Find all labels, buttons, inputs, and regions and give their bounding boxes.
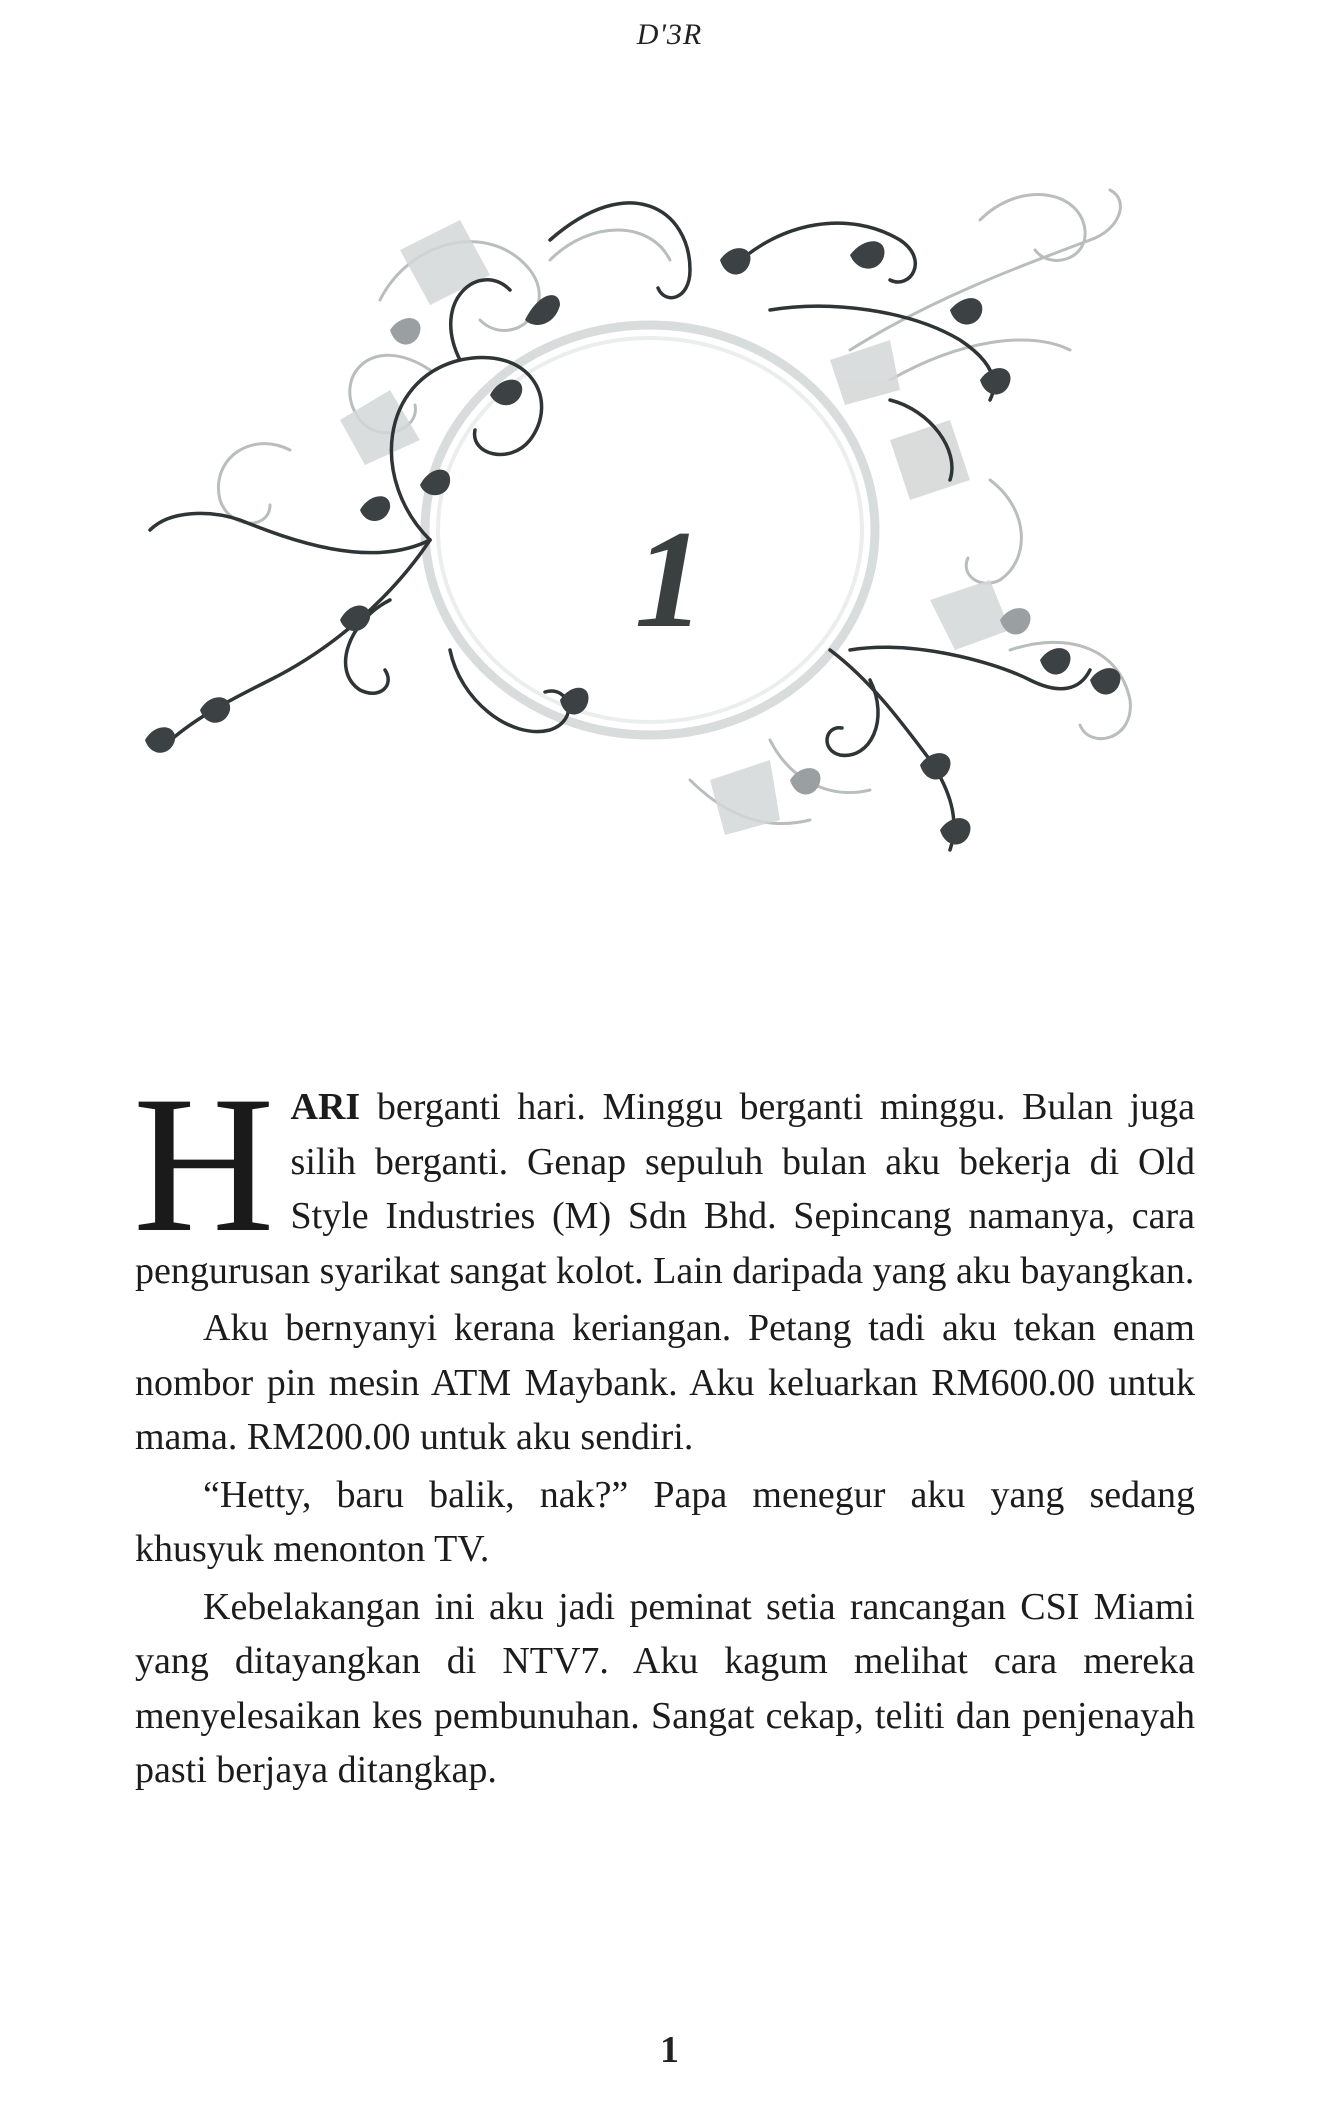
running-head: D'3R (636, 18, 703, 51)
paragraph-1-text: berganti hari. Minggu berganti minggu. Bulan juga silih berganti. Genap sepuluh bulan aku bekerja di Old Style Industries (M) Sdn Bhd. Sepincang namanya, cara pengurusan syarikat sangat kolot. Lain daripada yang aku bayangkan. (135, 1086, 1195, 1292)
paragraph-4: Kebelakangan ini aku jadi peminat setia rancangan CSI Miami yang ditayangkan di NTV7. Aku kagum melihat cara mereka menyelesaikan kes pembunuhan. Sangat cekap, teliti dan penjenayah pasti berjaya ditangkap. (135, 1585, 1195, 1791)
chapter-body (133, 1056, 1195, 1801)
paragraph-1 (133, 1056, 1195, 1298)
lead-word: ARI (290, 1086, 361, 1128)
chapter-number: 1 (634, 502, 705, 657)
paragraph-2: Aku bernyanyi kerana keriangan. Petang tadi aku tekan enam nombor pin mesin ATM Maybank. Aku keluarkan RM600.00 untuk mama. RM200.00 untuk aku sendiri. (135, 1307, 1195, 1458)
drop-cap: H (133, 1056, 275, 1273)
paragraph-3: “Hetty, baru balik, nak?” Papa menegur aku yang sedang khusyuk menonton TV. (135, 1473, 1195, 1570)
page-number: 1 (660, 2029, 679, 2071)
